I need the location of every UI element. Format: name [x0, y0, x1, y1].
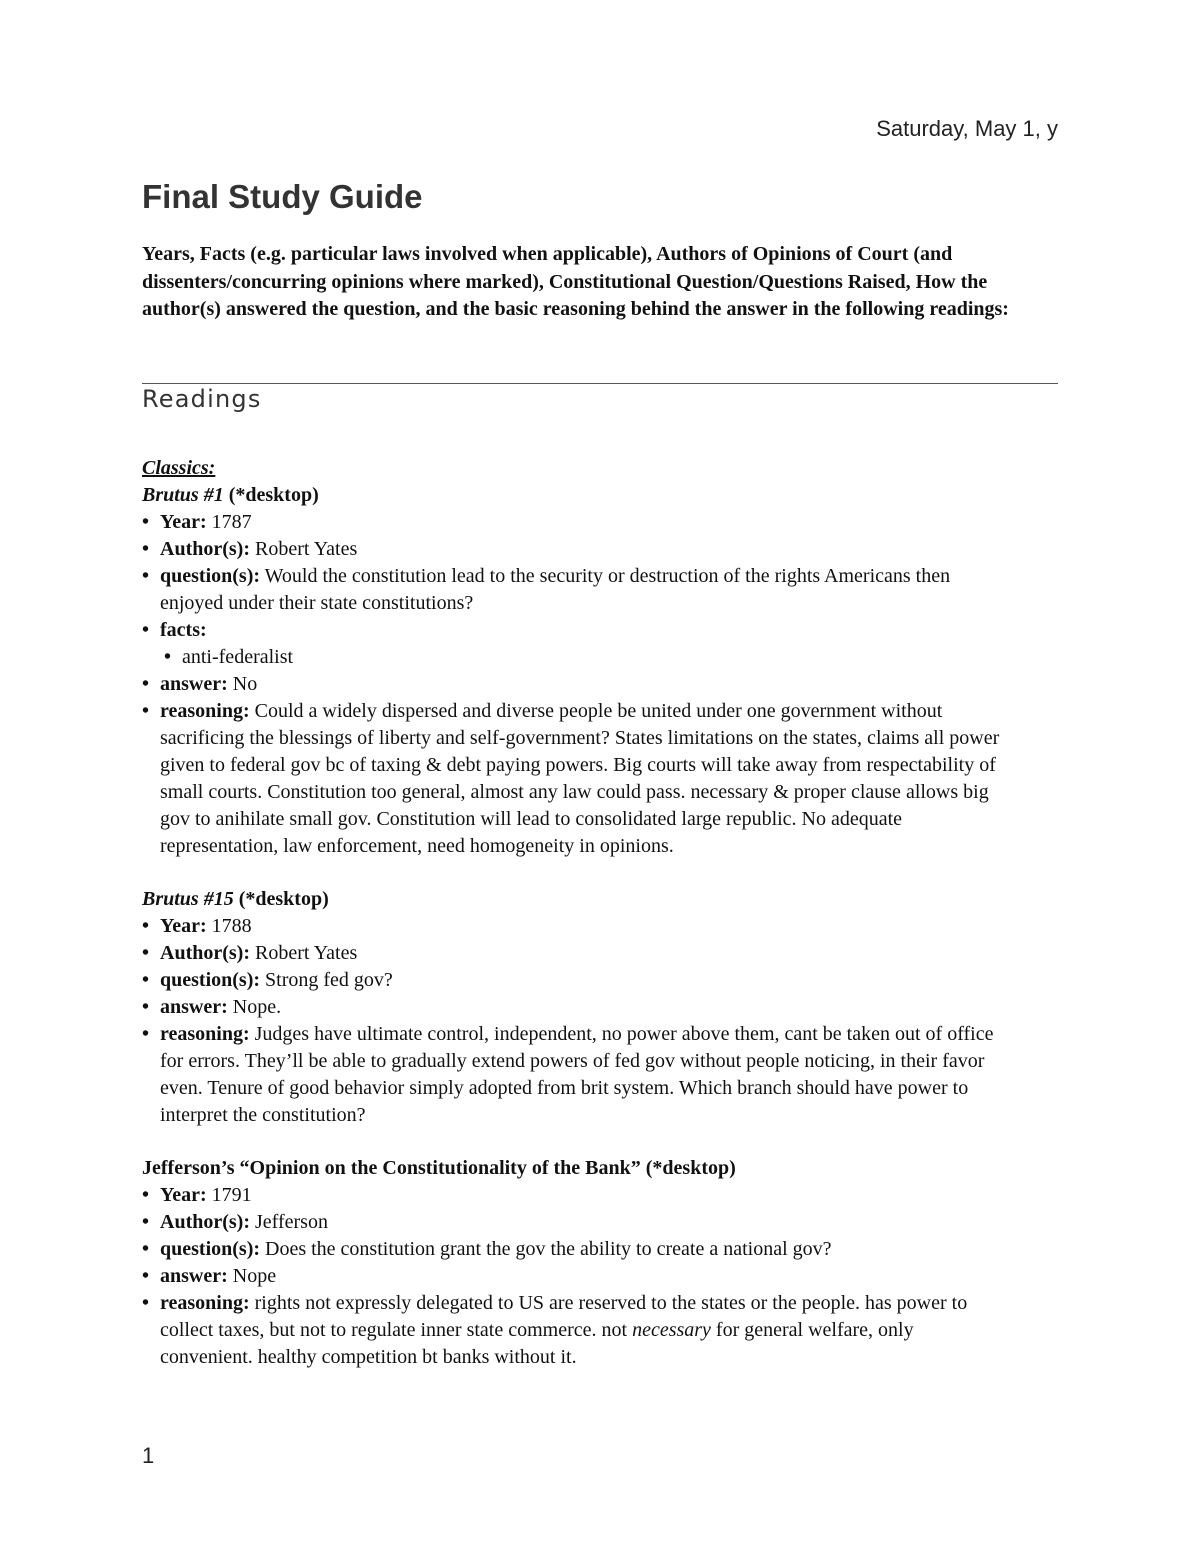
field-label: facts: — [160, 619, 207, 641]
field-value: Could a widely dispersed and diverse people be united under one government without sacrificing the blessings of liberty and self-government? States limitations on the states, claims all power given to federal gov bc of taxing & debt paying powers. Big courts will take away from respectability of small courts. Constitution too general, almost any law could pass. necessary & proper clause allows big gov to anihilate small gov. Constitution will lead to consolidated large republic. No adequate representation, law enforcement, need homogeneity in opinions. — [160, 700, 1000, 857]
field-year — [142, 913, 1002, 940]
field-value: Nope — [227, 1265, 277, 1287]
category-heading: Classics: — [142, 457, 216, 479]
section-heading: Readings — [142, 385, 262, 413]
field-reasoning — [142, 698, 1002, 860]
field-label: Author(s): — [160, 942, 250, 964]
field-authors — [142, 536, 1002, 563]
reading-fields — [142, 1182, 1002, 1371]
field-label: reasoning: — [160, 1023, 250, 1045]
field-value-emphasis: necessary — [632, 1319, 711, 1341]
field-answer — [142, 994, 1002, 1021]
field-value: 1791 — [206, 1184, 252, 1206]
reading-brutus-1 — [142, 482, 1002, 860]
section-divider — [142, 383, 1058, 384]
field-label: Author(s): — [160, 538, 250, 560]
reading-title — [142, 886, 1002, 913]
field-label: answer: — [160, 996, 228, 1018]
field-year — [142, 509, 1002, 536]
field-label: question(s): — [160, 1238, 261, 1260]
field-authors — [142, 1209, 1002, 1236]
field-label: reasoning: — [160, 700, 250, 722]
intro-paragraph: Years, Facts (e.g. particular laws involved when applicable), Authors of Opinions of Court (and dissenters/concurring opinions where marked), Constitutional Question/Questions Raised, How the author(s) answered the question, and the basic reasoning behind the answer in the following readings: — [142, 243, 1009, 320]
field-label: question(s): — [160, 565, 261, 587]
field-label: answer: — [160, 673, 228, 695]
field-value: 1787 — [206, 511, 252, 533]
field-facts — [142, 617, 1002, 671]
page-number: 1 — [142, 1443, 155, 1468]
field-label: Year: — [160, 915, 207, 937]
reading-fields — [142, 913, 1002, 1129]
field-questions — [142, 563, 1002, 617]
field-value: Strong fed gov? — [260, 969, 393, 991]
field-label: answer: — [160, 1265, 228, 1287]
fact-item: • anti-federalist — [164, 644, 1002, 671]
field-value: rights not expressly delegated to US are reserved to the states or the people. has power to collect taxes, but not to regulate inner state commerce. not — [160, 1292, 968, 1341]
facts-list — [160, 644, 1002, 671]
page-title: Final Study Guide — [142, 178, 423, 215]
field-value: Robert Yates — [250, 942, 358, 964]
field-value: Nope. — [227, 996, 282, 1018]
field-answer — [142, 1263, 1002, 1290]
field-questions — [142, 967, 1002, 994]
reading-title-italic: Brutus #1 — [142, 484, 224, 506]
field-answer — [142, 671, 1002, 698]
reading-title-italic: Brutus #15 — [142, 888, 234, 910]
field-value: Would the constitution lead to the security or destruction of the rights Americans then enjoyed under their state constitutions? — [160, 565, 951, 614]
reading-title-rest: (*desktop) — [233, 888, 329, 910]
field-reasoning — [142, 1021, 1002, 1129]
field-value: Robert Yates — [250, 538, 358, 560]
reading-title: Jefferson’s “Opinion on the Constitutionality of the Bank” (*desktop) — [142, 1157, 736, 1179]
field-label: Author(s): — [160, 1211, 250, 1233]
field-authors — [142, 940, 1002, 967]
header-date: Saturday, May 1, y — [876, 116, 1058, 141]
field-label: Year: — [160, 1184, 207, 1206]
reading-brutus-15 — [142, 886, 1002, 1129]
reading-title — [142, 482, 1002, 509]
field-value: Jefferson — [250, 1211, 328, 1233]
field-year — [142, 1182, 1002, 1209]
field-value: 1788 — [206, 915, 252, 937]
field-label: reasoning: — [160, 1292, 250, 1314]
field-label: question(s): — [160, 969, 261, 991]
field-reasoning — [142, 1290, 1002, 1371]
field-value: Does the constitution grant the gov the ability to create a national gov? — [260, 1238, 832, 1260]
reading-title-rest: (*desktop) — [223, 484, 319, 506]
field-value: No — [227, 673, 258, 695]
field-questions — [142, 1236, 1002, 1263]
reading-fields — [142, 509, 1002, 860]
field-value: for general welfare, only convenient. healthy competition bt banks without it. — [160, 1319, 914, 1368]
field-value: Judges have ultimate control, independent, no power above them, cant be taken out of office for errors. They’ll be able to gradually extend powers of fed gov without people noticing, in their favor even. Tenure of good behavior simply adopted from brit system. Which branch should have power to interpret the constitution? — [160, 1023, 994, 1126]
reading-jefferson-bank — [142, 1155, 1002, 1371]
readings-content — [142, 455, 1002, 1397]
field-label: Year: — [160, 511, 207, 533]
